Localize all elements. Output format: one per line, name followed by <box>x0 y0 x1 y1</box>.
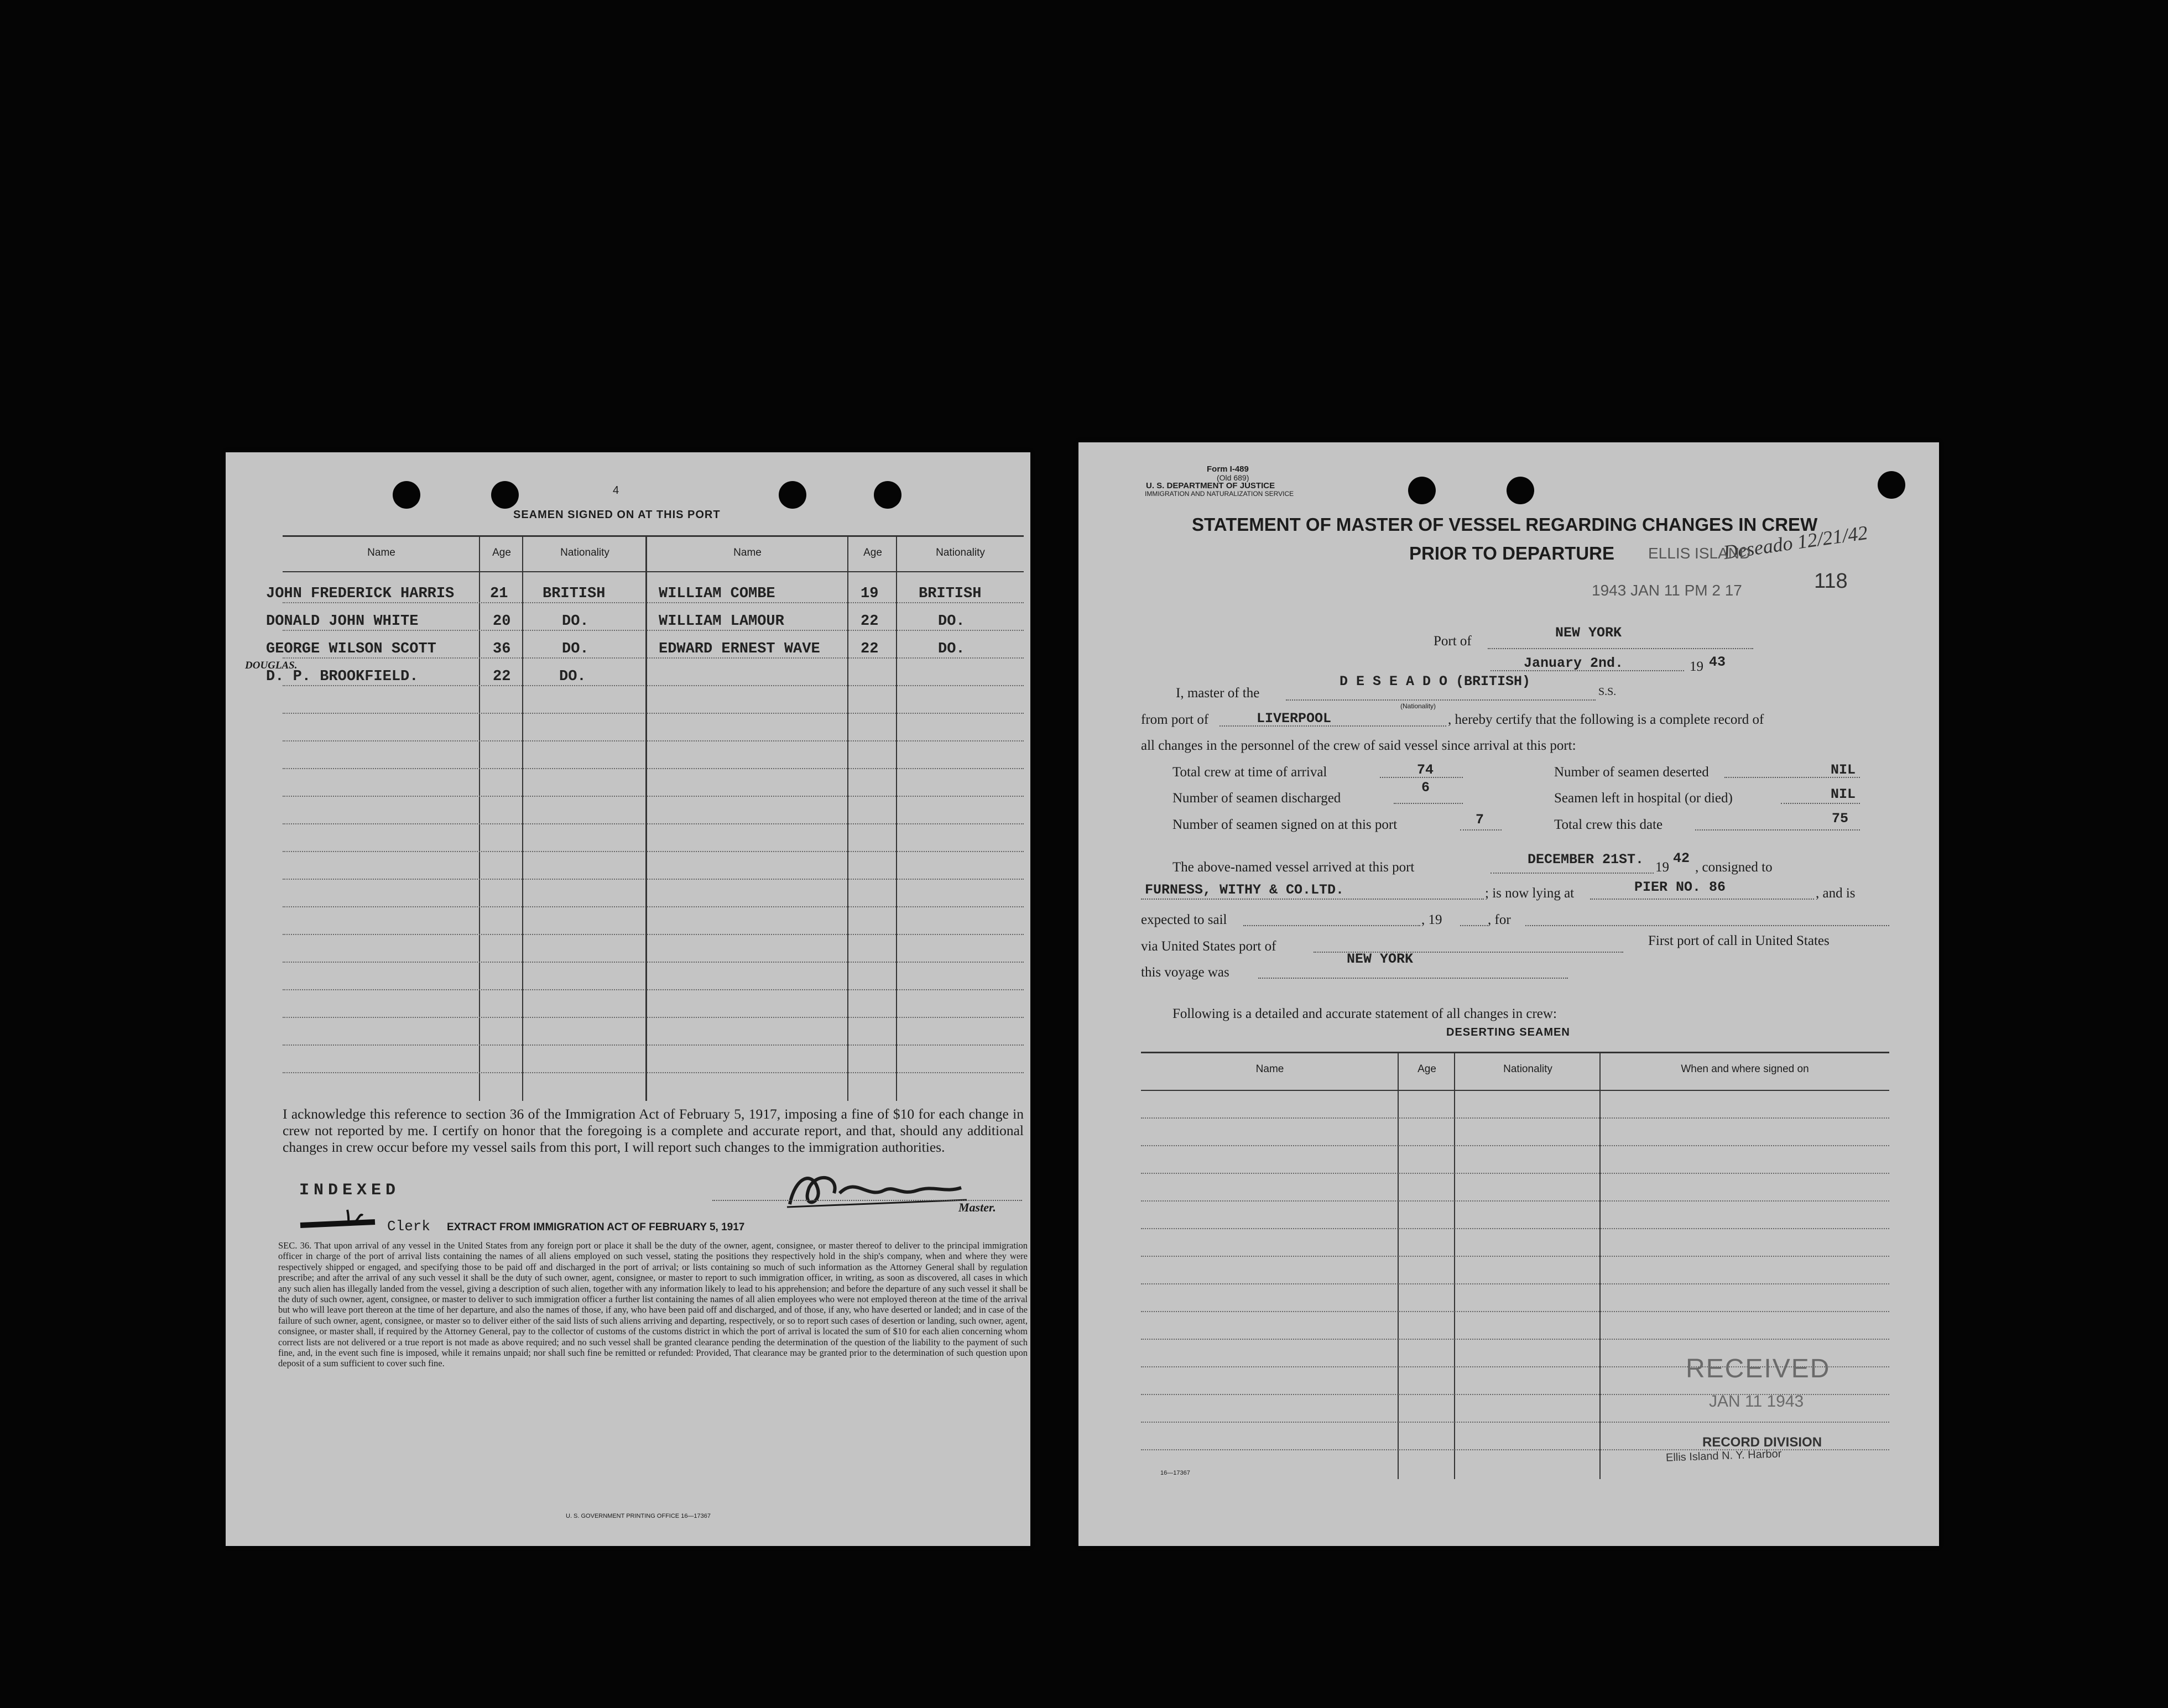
clerk-initials <box>298 1204 381 1232</box>
punch-hole <box>874 481 901 509</box>
stamp-number: 118 <box>1814 570 1848 593</box>
record-location: Ellis Island N. Y. Harbor <box>1665 1448 1782 1464</box>
crew-nationality: BRITISH <box>543 586 606 602</box>
punch-hole <box>1878 471 1905 499</box>
extract-title: EXTRACT FROM IMMIGRATION ACT OF FEBRUARY 5, 1917 <box>447 1221 745 1233</box>
form-title: STATEMENT OF MASTER OF VESSEL REGARDING CHANGES IN CREW <box>1192 514 1818 535</box>
received-date: JAN 11 1943 <box>1709 1392 1804 1411</box>
column-header: Nationality <box>560 547 609 558</box>
page-number: 4 <box>613 484 619 497</box>
column-header: Age <box>492 547 511 558</box>
received-stamp: RECEIVED <box>1686 1354 1831 1383</box>
punch-hole <box>393 481 420 509</box>
date-value: January 2nd. <box>1524 655 1624 671</box>
crew-name: WILLIAM LAMOUR <box>659 613 784 630</box>
clerk-label: Clerk <box>387 1218 431 1235</box>
master-signature <box>779 1166 978 1215</box>
column-header: Nationality <box>936 547 985 558</box>
from-port-value: LIVERPOOL <box>1257 711 1332 727</box>
department: U. S. DEPARTMENT OF JUSTICE <box>1146 481 1275 490</box>
crew-nationality: DO. <box>938 613 965 630</box>
form-number: Form I-489 <box>1207 464 1249 474</box>
stamp-date: 1943 JAN 11 PM 2 17 <box>1592 582 1742 599</box>
section-title: SEAMEN SIGNED ON AT THIS PORT <box>513 509 721 521</box>
right-page: Form I-489 (Old 689) U. S. DEPARTMENT OF JUSTICE IMMIGRATION AND NATURALIZATION SERVICE STATEMENT OF MASTER OF VESSEL REGARDING CHANGES IN CREW PRIOR TO DEPARTURE Deseado 12/21/42 ELLIS ISLAND 1943 JAN 11 PM 2 17 118 Port of NEW YORK January 2nd. 19 43 I, master of the D E S E A D O (BRITISH) S.S. (Nationality) from port of LIVERPOOL , hereby certify that the following is a complete record of all changes in the personnel of the crew of said vessel since arrival at this port: Total crew at time of arrival 74 Number of seamen deserted NIL Number of seamen discharged 6 Seamen left in hospital (or died) NIL Number of seamen signed on at this port 7 Total crew this date 75 The above-named vessel arrived at this port DECEMBER 21ST. 19 42 , consigned to FURNESS, WITHY & CO.LTD. ; is now lying at PIER NO. 86 , and is expected to sail , 19 , for via United States port of First port of call in United States this voyage was NEW YORK Following is a detailed and accurate statement of all changes in crew: DESERTING SEAMEN Name Age Nationality When and where signed on RECEIVED JAN 11 1943 RECORD DIVISION Ellis Island N. Y. Harbor 16—17367 <box>1078 442 1939 1546</box>
column-header: Name <box>367 547 395 558</box>
left-page <box>226 452 1030 1546</box>
crew-nationality: DO. <box>559 668 586 685</box>
acknowledgement-text: I acknowledge this reference to section 36 of the Immigration Act of February 5, 1917, imposing a fine of $10 for each change in crew not reported by me. I certify on honor that the foregoing is a complete and accurate report, and that, should any additional changes in crew occur before my vessel sails from this port, I will report such changes to the immigration authorities. <box>283 1106 1024 1155</box>
crew-age: 22 <box>861 613 879 630</box>
crew-name: EDWARD ERNEST WAVE <box>659 641 820 657</box>
punch-hole <box>1507 477 1534 504</box>
crew-name: D. P. BROOKFIELD. <box>266 668 419 685</box>
master-of-the-label: I, master of the <box>1176 686 1260 701</box>
vessel-name: D E S E A D O (BRITISH) <box>1340 673 1531 690</box>
crew-age: 36 <box>493 641 511 657</box>
indexed-stamp: INDEXED <box>299 1181 400 1200</box>
deserting-title: DESERTING SEAMEN <box>1446 1026 1570 1038</box>
lying-at: PIER NO. 86 <box>1634 879 1726 895</box>
deserted-count: NIL <box>1831 762 1856 778</box>
column-header: Name <box>733 547 762 558</box>
crew-age: 20 <box>493 613 511 630</box>
crew-nationality: BRITISH <box>919 586 982 602</box>
arrived-date: DECEMBER 21ST. <box>1528 852 1644 868</box>
record-division: RECORD DIVISION <box>1702 1435 1822 1450</box>
hospital-count: NIL <box>1831 786 1856 802</box>
punch-hole <box>491 481 519 509</box>
crew-age: 22 <box>861 641 879 657</box>
nationality-caption: (Nationality) <box>1400 702 1436 710</box>
signed-on-table <box>245 535 1024 1101</box>
crew-name: JOHN FREDERICK HARRIS <box>266 586 455 602</box>
handwritten-corner: Deseado 12/21/42 <box>1722 521 1869 564</box>
crew-age: 22 <box>493 668 511 685</box>
crew-name: DONALD JOHN WHITE <box>266 613 419 630</box>
column-header: Name <box>1255 1063 1284 1075</box>
extract-text: SEC. 36. That upon arrival of any vessel in the United States from any foreign port or place it shall be the duty of the owner, agent, consignee, or master thereof to deliver to the principal immigration officer in charge of the port of arrival lists containing the names of all aliens employed on such vessel, stating the positions they respectively hold in the ship's company, when and where they were respectively shipped or engaged, and specifying those to be paid off and discharged in the port of arrival; or lists containing so much of such information as the Attorney General shall by regulation prescribe; and after the arrival of any such vessel it shall be the duty of such owner, agent, consignee, or master to report to such immigration officer, in writing, as soon as discovered, all cases in which any such alien has illegally landed from the vessel, giving a description of such alien, together with any information likely to lead to his apprehension; and before the departure of any such vessel it shall be the duty of such owner, agent, consignee, or master to deliver to such immigration officer a further list containing the names of all alien employees who were not employed thereon at the time of the arrival but who will leave port thereon at the time of her departure, and also the names of those, if any, who have been paid off and discharged, and of those, if any, who have deserted or landed; and in case of the failure of such owner, agent, consignee, or master so to deliver either of the said lists of such aliens arriving and departing, respectively, or so to report such cases of desertion or landing, such owner, agent, consignee, or master shall, if required by the Attorney General, pay to the collector of customs of the customs district in which the port of arrival is located the sum of $10 for each alien concerning whom correct lists are not delivered or a true report is not made as above required; and no such vessel shall be granted clearance pending the determination of the question of the liability to the payment of such fine, and, in the event such fine is imposed, while it remains unpaid; nor shall such fine be remitted or refunded: Provided, That clearance may be granted prior to the determination of such question upon deposit of a sum sufficient to cover such fine. <box>278 1240 1028 1369</box>
port-label: Port of <box>1434 634 1472 649</box>
service: IMMIGRATION AND NATURALIZATION SERVICE <box>1145 490 1294 498</box>
crew-age: 19 <box>861 586 879 602</box>
signed-on-count: 7 <box>1476 812 1484 828</box>
handwritten-annotation: DOUGLAS. <box>245 660 298 671</box>
punch-hole <box>1408 477 1436 504</box>
master-label: Master. <box>958 1200 996 1214</box>
total-crew-arrival: 74 <box>1417 762 1434 778</box>
printer-line: U. S. GOVERNMENT PRINTING OFFICE 16—17367 <box>566 1513 711 1519</box>
crew-name: WILLIAM COMBE <box>659 586 775 602</box>
crew-nationality: DO. <box>938 641 965 657</box>
deserting-seamen-table <box>1141 1052 1889 1479</box>
port-value: NEW YORK <box>1555 625 1622 641</box>
consignee: FURNESS, WITHY & CO.LTD. <box>1145 882 1344 898</box>
arrived-year: 42 <box>1673 850 1690 866</box>
from-port-label: from port of <box>1141 712 1209 727</box>
crew-age: 21 <box>490 586 508 602</box>
column-header: Nationality <box>1503 1063 1552 1075</box>
discharged-count: 6 <box>1421 780 1430 796</box>
printer-code: 16—17367 <box>1160 1470 1190 1476</box>
first-port-value: NEW YORK <box>1347 951 1414 967</box>
stamp-ellis: ELLIS ISLAND <box>1648 545 1751 562</box>
punch-hole <box>779 481 806 509</box>
crew-nationality: DO. <box>562 613 589 630</box>
column-header: Age <box>1417 1063 1436 1075</box>
column-header: Age <box>863 547 882 558</box>
total-crew-date: 75 <box>1832 811 1849 827</box>
column-header: When and where signed on <box>1681 1063 1809 1075</box>
crew-name: GEORGE WILSON SCOTT <box>266 641 436 657</box>
form-old: (Old 689) <box>1217 473 1249 482</box>
crew-nationality: DO. <box>562 641 589 657</box>
year-value: 43 <box>1709 654 1726 670</box>
form-subtitle: PRIOR TO DEPARTURE <box>1409 543 1614 563</box>
